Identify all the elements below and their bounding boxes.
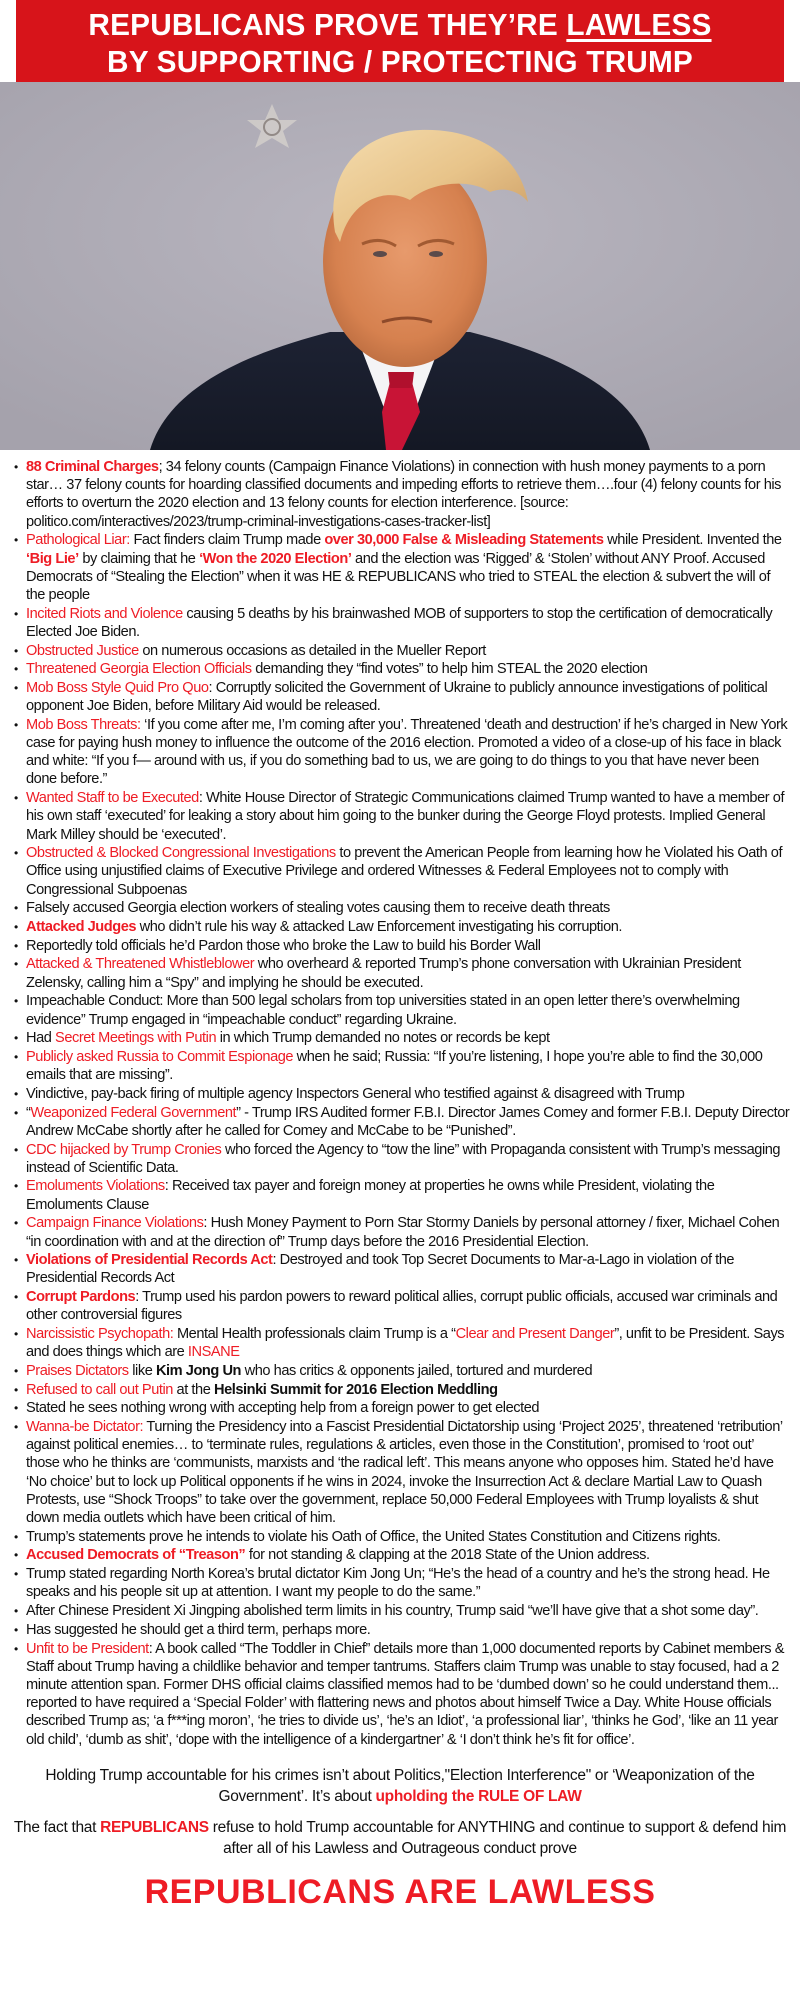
body-text: and the election was ‘Rigged’ & ‘Stolen’ without ANY Proof. Accused Democrats of “Stealing the Election” when it was HE & REPUBLICANS who tried to STEAL the election & subvert the will of the people (26, 550, 771, 603)
body-text: by claiming that he (78, 550, 200, 567)
highlight-text: Obstructed & Blocked Congressional Investigations (26, 845, 336, 862)
headline-banner (16, 0, 784, 82)
highlight-text: CDC hijacked by Trump Cronies (26, 1141, 222, 1158)
body-text: while President. Invented the (603, 532, 782, 549)
body-text: Has suggested he should get a third term, perhaps more. (26, 1621, 371, 1638)
list-item (14, 642, 790, 660)
body-text: : Trump used his pardon powers to reward political allies, corrupt public officials, accused war criminals and other controversial figures (26, 1289, 778, 1324)
headline-prefix: REPUBLICANS PROVE THEY’RE (88, 7, 567, 42)
body-text: who forced the Agency to “tow the line” with Propaganda consistent with Trump’s messaging instead of Scientific Data. (26, 1141, 781, 1176)
list-item (14, 844, 790, 899)
body-text: who didn’t rule his way & attacked Law Enforcement investigating his corruption. (136, 919, 623, 936)
list-item (14, 531, 790, 604)
highlight-text: Mob Boss Threats: (26, 716, 141, 733)
list-item (14, 1104, 790, 1140)
list-item (14, 605, 790, 641)
body-text: causing 5 deaths by his brainwashed MOB of supporters to stop the certification of democratically Elected Joe Biden. (26, 605, 773, 640)
body-text: ; 34 felony counts (Campaign Finance Violations) in connection with hush money payments to a porn star… 37 felony counts for hoarding classified documents and impeding efforts to retrieve them….four (4) felony counts for his efforts to overturn the 2020 election and 13 felony counts for election interference. [source: politico.com/interactives/2023/trump-criminal-investigations-cases-tracker-list] (26, 459, 782, 530)
highlight-text: Threatened Georgia Election Officials (26, 661, 252, 678)
highlight-text: Obstructed Justice (26, 642, 139, 659)
highlight-text: INSANE (187, 1344, 240, 1361)
list-item (14, 1640, 790, 1749)
body-text: : Received tax payer and foreign money at properties he owns while President, violating the Emoluments Clause (26, 1178, 715, 1213)
body-text: Falsely accused Georgia election workers of stealing votes causing them to receive death threats (26, 900, 610, 917)
list-item (14, 1546, 790, 1564)
body-text: : Corruptly solicited the Government of Ukraine to publicly announce investigations of political opponent Joe Biden, before Military Aid would be released. (26, 679, 768, 715)
body-text: ” - Trump IRS Audited former F.B.I. Director James Comey and former F.B.I. Deputy Director Andrew McCabe shortly after he called for Comey and McCabe to be “Punished”. (26, 1104, 790, 1139)
body-text: “ (26, 1104, 31, 1121)
body-text: Trump’s statements prove he intends to violate his Oath of Office, the United States Constitution and Citizens rights. (26, 1528, 721, 1545)
body-text: ‘If you come after me, I’m coming after you’. Threatened ‘death and destruction’ if he’s charged in New York case for paying hush money to influence the outcome of the 2016 election. Promoted a video of a close-up of his face in black and white: “If you f— around with us, if you do something bad to us, we are going to do things to you that have never been done before.” (26, 716, 788, 788)
list-item (14, 1362, 790, 1380)
bold-text: Helsinki Summit for 2016 Election Meddling (213, 1381, 498, 1398)
closing-p2-emphasis: REPUBLICANS (100, 1818, 209, 1836)
portrait-illustration (0, 82, 800, 450)
list-item (14, 1602, 790, 1620)
highlight-text: Narcissistic Psychopath: (26, 1326, 174, 1343)
body-text: Reportedly told officials he’d Pardon those who broke the Law to build his Border Wall (26, 937, 541, 954)
list-item (14, 789, 790, 844)
body-text: Turning the Presidency into a Fascist Presidential Dictatorship using ‘Project 2025’, threatened ‘retribution’ against political enemies… to ‘terminate rules, regulations & articles, even those in the Constitution’, promised to ‘root out’ those who he thinks are ‘communists, marxists and ‘the radical left’. This means anyone who opposes him. Stated he’d have ‘No choice’ but to lock up Political opponents if he wins in 2024, invoke the Insurrection Act & declare Martial Law to Quash Protests, use “Shock Troops” to take over the government, replace 50,000 Federal Employees with Trump loyalists & shut down media outlets which have been critical of him. (26, 1419, 783, 1527)
highlight-text: Clear and Present Danger (455, 1326, 615, 1343)
body-text: who has critics & opponents jailed, tortured and murdered (241, 1362, 593, 1379)
highlight-text: Secret Meetings with Putin (55, 1030, 217, 1047)
accusation-list (0, 458, 800, 1749)
list-item (14, 1048, 790, 1084)
body-text: Vindictive, pay-back firing of multiple agency Inspectors General who testified against & disagreed with Trump (26, 1085, 685, 1102)
list-item (14, 660, 790, 678)
body-text: at the (172, 1381, 214, 1398)
body-text: demanding they “find votes” to help him STEAL the 2020 election (251, 661, 648, 678)
highlight-text-bold: ‘Big Lie’ (26, 550, 79, 567)
body-text: Impeachable Conduct: More than 500 legal scholars from top universities stated in an open letter there’s overwhelming evidence” Trump engaged in “impeachable conduct” regarding Ukraine. (26, 993, 740, 1028)
body-text: Stated he sees nothing wrong with accepting help from a foreign power to get elected (26, 1400, 540, 1417)
list-item (14, 1565, 790, 1601)
closing-p1-text: Holding Trump accountable for his crimes isn’t about Politics,"Election Interference" or ‘Weaponization of the Government’. It’s about (45, 1766, 755, 1805)
list-item (14, 918, 790, 936)
body-text: Mental Health professionals claim Trump is a “ (173, 1326, 456, 1343)
highlight-text-bold: Corrupt Pardons (26, 1289, 136, 1306)
body-text: when he said; Russia: “If you’re listening, I hope you’re able to find the 30,000 emails that are missing”. (26, 1049, 763, 1084)
bold-text: Kim Jong Un (155, 1362, 242, 1379)
closing-p2-suffix: refuse to hold Trump accountable for ANYTHING and continue to support & defend him after all of his Lawless and Outrageous conduct prove (208, 1818, 787, 1857)
list-item (14, 1085, 790, 1103)
closing-paragraph-2 (0, 1817, 800, 1859)
highlight-text: Attacked & Threatened Whistleblower (26, 956, 255, 973)
list-item (14, 937, 790, 955)
list-item (14, 458, 790, 531)
highlight-text: Incited Riots and Violence (26, 605, 183, 622)
highlight-text-bold: Accused Democrats of “Treason” (26, 1547, 246, 1564)
list-item (14, 992, 790, 1028)
highlight-text: Publicly asked Russia to Commit Espionage (26, 1049, 294, 1065)
list-item (14, 1528, 790, 1546)
list-item (14, 1214, 790, 1250)
highlight-text: Wanted Staff to be Executed (26, 790, 199, 807)
body-text: on numerous occasions as detailed in the Mueller Report (138, 642, 486, 659)
highlight-text: Mob Boss Style Quid Pro Quo (26, 679, 209, 696)
body-text: Trump stated regarding North Korea’s brutal dictator Kim Jong Un; “He’s the head of a country and he’s the strong head. He speaks and his people sit up at attention. I want my people to do the same.” (26, 1566, 770, 1601)
body-text: to prevent the American People from learning how he Violated his Oath of Office using unjustified claims of Executive Privilege and ordered Witnesses & Federal Employees not to comply with Congressional Subpoenas (26, 845, 783, 898)
list-item (14, 1418, 790, 1527)
highlight-text: Wanna-be Dictator: (26, 1419, 144, 1436)
body-text: Had (26, 1030, 56, 1047)
highlight-text: Praises Dictators (26, 1362, 129, 1379)
list-item (14, 716, 790, 789)
headline-underlined-word: LAWLESS (566, 7, 712, 42)
tie-knot (388, 372, 414, 388)
body-text: Fact finders claim Trump made (129, 532, 325, 549)
highlight-text: Pathological Liar: (26, 532, 130, 549)
list-item (14, 1288, 790, 1324)
closing-p2-prefix: The fact that (13, 1818, 101, 1836)
highlight-text-bold: ‘Won the 2020 Election’ (199, 550, 352, 567)
list-item (14, 1381, 790, 1399)
mugshot-photo (0, 82, 800, 450)
final-slogan: REPUBLICANS ARE LAWLESS (144, 1872, 656, 1911)
headline-line-2: BY SUPPORTING / PROTECTING TRUMP (107, 44, 693, 79)
body-text: After Chinese President Xi Jingping abolished term limits in his country, Trump said “we’ll have give that a shot some day”. (26, 1603, 759, 1620)
highlight-text: Campaign Finance Violations (26, 1215, 204, 1232)
list-item (14, 1399, 790, 1417)
list-item (14, 1325, 790, 1361)
highlight-text: Refused to call out Putin (26, 1381, 173, 1398)
list-item (14, 899, 790, 917)
highlight-text: Weaponized Federal Government (30, 1104, 237, 1121)
body-text: who overheard & reported Trump’s phone conversation with Ukrainian President Zelensky, calling him a “Spy” and implying he should be executed. (26, 956, 741, 991)
list-item (14, 1177, 790, 1213)
body-text: : White House Director of Strategic Communications claimed Trump wanted to have a member of his own staff ‘executed’ for leaking a story about him going to the bunker during the George Floyd protests. Implied General Mark Milley should be ‘executed’. (26, 790, 785, 843)
highlight-text-bold: 88 Criminal Charges (26, 459, 159, 475)
highlight-text-bold: over 30,000 False & Misleading Statements (324, 532, 604, 549)
list-item (14, 1029, 790, 1047)
list-item (14, 679, 790, 715)
body-text: ”, unfit to be President. Says and does things which are (26, 1326, 785, 1361)
list-item (14, 1251, 790, 1287)
highlight-text-bold: Violations of Presidential Records Act (26, 1252, 273, 1269)
headline-line-1 (16, 6, 784, 43)
highlight-text: Unfit to be President (26, 1640, 149, 1657)
highlight-text: Emoluments Violations (26, 1178, 165, 1195)
body-text: : Hush Money Payment to Porn Star Stormy Daniels by personal attorney / fixer, Michael Cohen “in coordination with and at the direction of” Trump days before the 2016 Presidential Election. (26, 1215, 780, 1250)
body-text: : A book called “The Toddler in Chief” details more than 1,000 documented reports by Cabinet members & Staff about Trump having a childlike behavior and temper tantrums. Staffers claim Trump was unable to stay focused, had a 2 minute attention span. Former DHS official claims classified memos had to be ‘dumbed down’ so he could understand them... reported to have required a ‘Special Folder’ with flattering news and photos about himself Twice a Day. White House officials described Trump as; ‘a f***ing moron’, ‘he tries to divide us’, ‘he’s an Idiot’, ‘a professional liar’, ‘thinks he God’, ‘like an 11 year old child’, ‘dumb as shit’, ‘dope with the intelligence of a kindergartner’ & ‘I don’t think he’s fit for office’. (26, 1640, 785, 1748)
list-item (14, 955, 790, 991)
closing-statement (0, 1765, 800, 1859)
body-text: like (128, 1362, 156, 1379)
list-item (14, 1621, 790, 1639)
body-text: : Destroyed and took Top Secret Documents to Mar-a-Lago in violation of the Presidential Records Act (26, 1252, 735, 1287)
body-text: in which Trump demanded no notes or records be kept (216, 1030, 550, 1047)
list-item (14, 1141, 790, 1177)
body-text: for not standing & clapping at the 2018 State of the Union address. (245, 1547, 650, 1564)
closing-p1-emphasis: upholding the RULE OF LAW (375, 1787, 582, 1805)
closing-paragraph-1 (0, 1765, 800, 1807)
highlight-text-bold: Attacked Judges (26, 919, 137, 936)
